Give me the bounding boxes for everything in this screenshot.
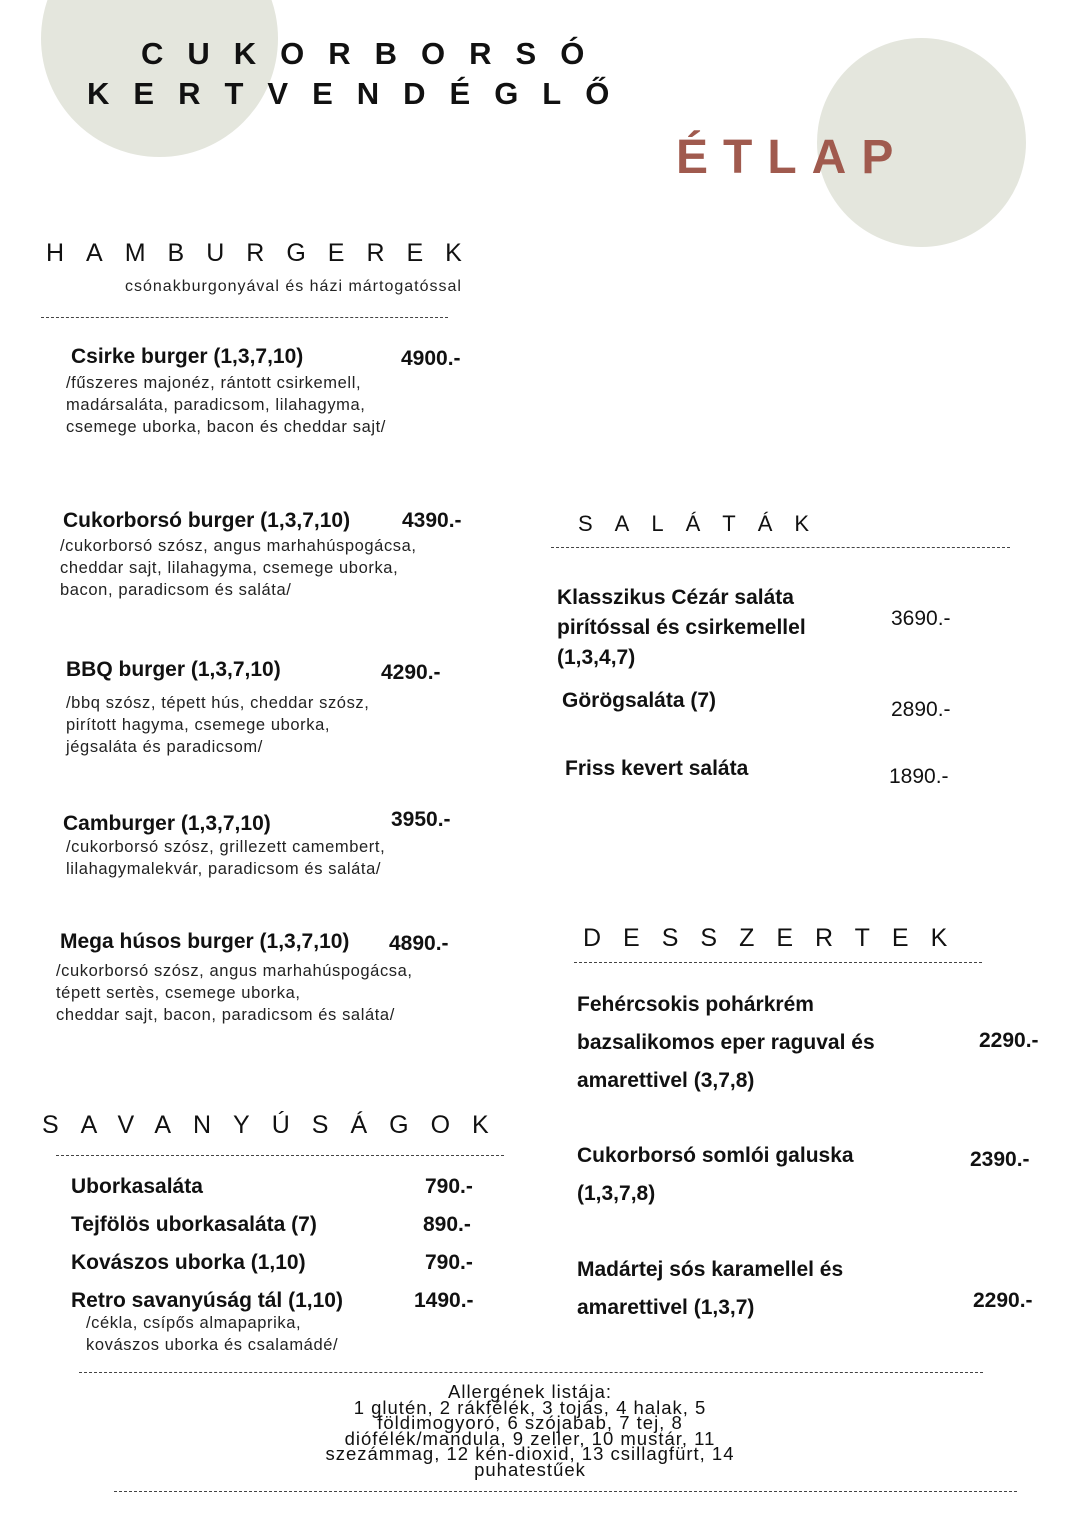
pickle-item-price: 790.- (425, 1251, 473, 1274)
pickle-item-name: Retro savanyúság tál (1,10) (71, 1289, 343, 1312)
pickle-item-description: /cékla, csípős almapaprika, kovászos uborka és csalamádé/ (86, 1314, 339, 1354)
restaurant-name-line1: CUKORBORSÓ (141, 36, 609, 71)
menu-title: ÉTLAP (676, 131, 909, 184)
divider-desserts (574, 962, 982, 963)
salad-item-price: 2890.- (891, 698, 951, 721)
divider-hamburgers (41, 317, 448, 318)
menu-item-price: 4900.- (401, 347, 461, 370)
menu-item-price: 4890.- (389, 932, 449, 955)
pickle-item-price: 790.- (425, 1175, 473, 1198)
allergen-list: Allergének listája: 1 glutén, 2 rákfélék, 3 tojás, 4 halak, 5 földimogyoró, 6 szójabab, 7 tej, 8 diófélék/mandula, 9 zeller, 10 mustár, 11 szezámmag, 12 kén-dioxid, 13 csillagfürt, 14 puhatestűek (325, 1381, 735, 1480)
menu-item-name: Csirke burger (1,3,7,10) (71, 345, 304, 368)
section-heading-pickles: SAVANYÚSÁGOK (42, 1111, 511, 1139)
menu-item-name: Mega húsos burger (1,3,7,10) (60, 930, 350, 953)
salad-item-name: Friss kevert saláta (565, 757, 749, 780)
pickle-item-name: Tejfölös uborkasaláta (7) (71, 1213, 317, 1236)
menu-item-price: 4390.- (402, 509, 462, 532)
divider-salads (551, 547, 1010, 548)
pickle-item-name: Uborkasaláta (71, 1175, 203, 1198)
hamburgers-subtitle: csónakburgonyával és házi mártogatóssal (125, 278, 462, 295)
menu-item-description: /cukorborsó szósz, grillezett camembert, lilahagymalekvár, paradicsom és saláta/ (66, 838, 386, 878)
menu-item-description: /cukorborsó szósz, angus marhahúspogácsa, tépett sertès, csemege uborka, cheddar sajt, bacon, paradicsom és saláta/ (56, 962, 413, 1024)
salad-item-name: Klasszikus Cézár saláta pirítóssal és csirkemellel (1,3,4,7) (557, 586, 806, 669)
section-heading-salads: SALÁTÁK (578, 511, 832, 536)
menu-item-name: Camburger (1,3,7,10) (63, 812, 271, 835)
divider-allergens-top (79, 1372, 983, 1373)
menu-item-description: /bbq szósz, tépett hús, cheddar szósz, pirított hagyma, csemege uborka, jégsaláta és paradicsom/ (66, 694, 370, 756)
menu-item-name: BBQ burger (1,3,7,10) (66, 658, 281, 681)
dessert-item-price: 2290.- (979, 1029, 1039, 1052)
menu-item-description: /cukorborsó szósz, angus marhahúspogácsa, cheddar sajt, lilahagyma, csemege uborka, bacon, paradicsom és saláta/ (60, 537, 417, 599)
dessert-item-name: Fehércsokis pohárkrém bazsalikomos eper raguval és amarettivel (3,7,8) (577, 993, 875, 1092)
pickle-item-price: 890.- (423, 1213, 471, 1236)
salad-item-price: 1890.- (889, 765, 949, 788)
pickle-item-price: 1490.- (414, 1289, 474, 1312)
section-heading-desserts: DESSZERTEK (583, 924, 970, 952)
dessert-item-name: Cukorborsó somlói galuska (1,3,7,8) (577, 1144, 854, 1205)
salad-item-name: Görögsaláta (7) (562, 689, 717, 712)
menu-item-price: 3950.- (391, 808, 451, 831)
dessert-item-price: 2390.- (970, 1148, 1030, 1171)
divider-pickles (56, 1155, 504, 1156)
pickle-item-name: Kovászos uborka (1,10) (71, 1251, 306, 1274)
menu-item-name: Cukorborsó burger (1,3,7,10) (63, 509, 351, 532)
menu-item-price: 4290.- (381, 661, 441, 684)
dessert-item-name: Madártej sós karamellel és amarettivel (1,3,7) (577, 1258, 844, 1319)
salad-item-price: 3690.- (891, 607, 951, 630)
menu-item-description: /fűszeres majonéz, rántott csirkemell, madársaláta, paradicsom, lilahagyma, csemege uborka, bacon és cheddar sajt/ (66, 374, 386, 436)
restaurant-name-line2: KERTVENDÉGLŐ (87, 76, 634, 111)
dessert-item-price: 2290.- (973, 1289, 1033, 1312)
section-heading-hamburgers: HAMBURGEREK (46, 239, 484, 267)
divider-allergens-bottom (114, 1491, 1017, 1492)
